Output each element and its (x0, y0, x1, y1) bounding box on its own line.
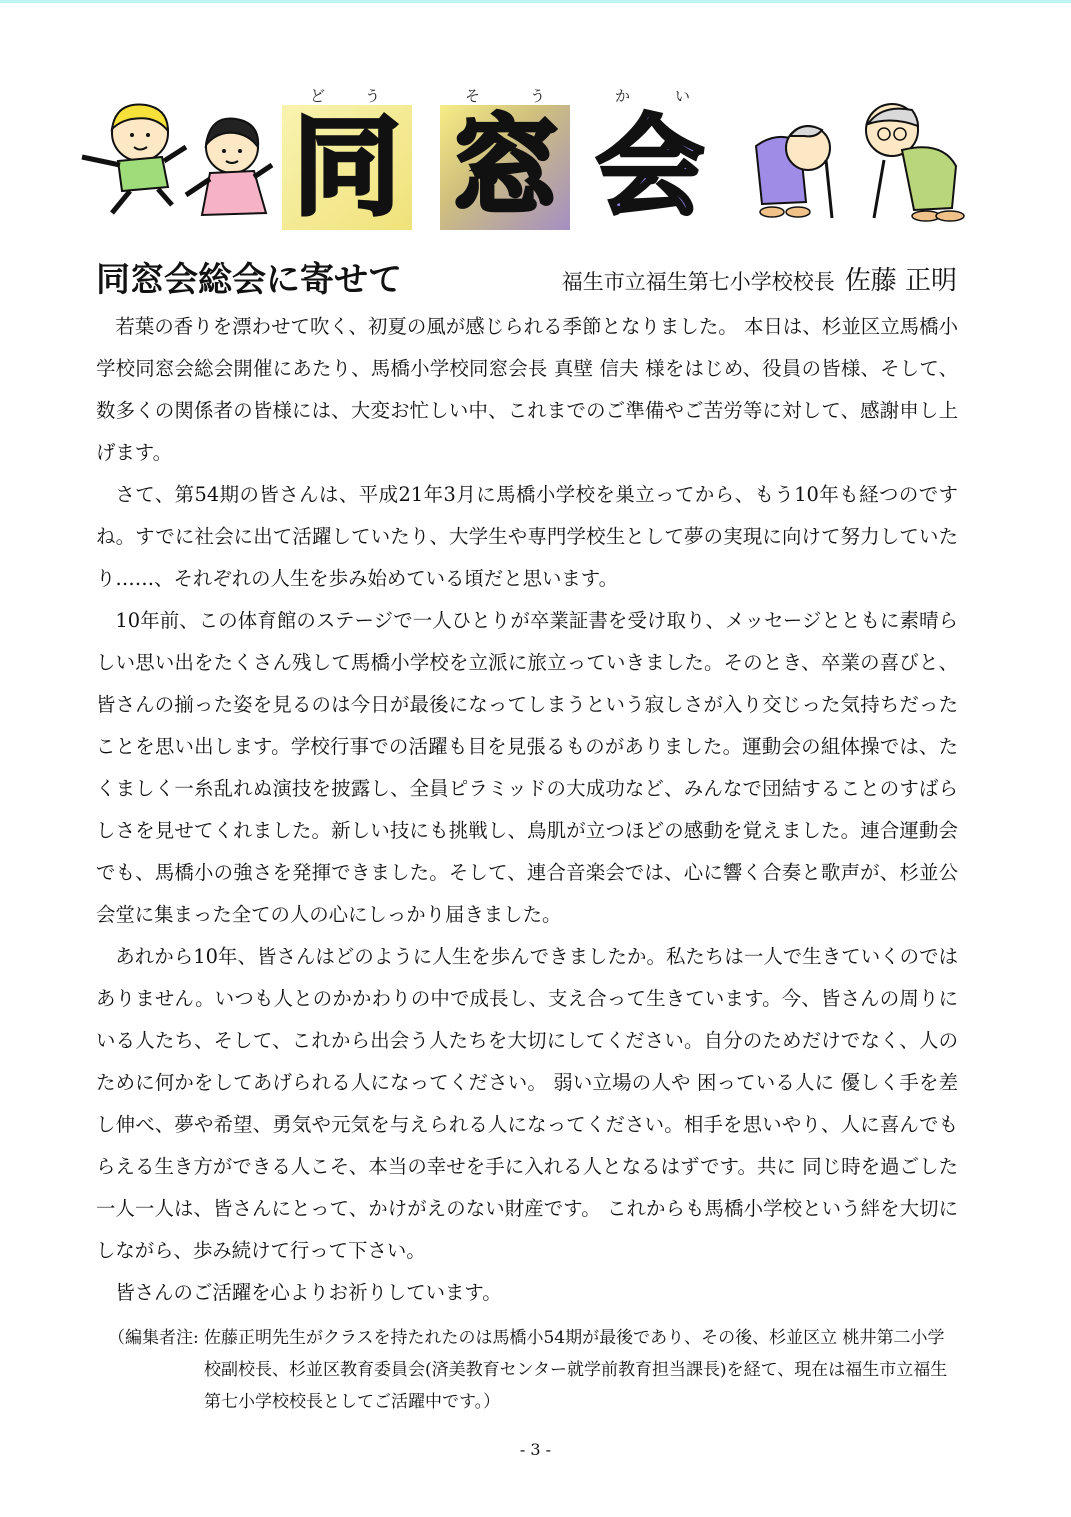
paragraph: あれから10年、皆さんはどのように人生を歩んできましたか。私たちは一人で生きていくのではありません。いつも人とのかかわりの中で成長し、支え合って生きています。今、皆さんの周りにいる人たち、そして、これから出会う人たちを大切にしてください。自分のためだけでなく、人のために何かをしてあげられる人になってください。 弱い立場の人や 困っている人に 優しく手を差し伸べ、夢や希望、勇気や元気を与えられる人になってください。相手を思いやり、人に喜んでもらえる生き方ができる人こそ、本当の幸せを手に入れる人となるはずです。共に 同じ時を過ごした一人一人は、皆さんにとって、かけがえのない財産です。 これからも馬橋小学校という絆を大切にしながら、歩み続けて行って下さい。 (96, 945, 958, 1262)
editor-note (108, 1322, 950, 1418)
paragraph: 皆さんのご活躍を心よりお祈りしています。 (115, 1281, 502, 1304)
paragraph: 10年前、この体育館のステージで一人ひとりが卒業証書を受け取り、メッセージとともに素晴らしい思い出をたくさん残して馬橋小学校を立派に旅立っていきました。そのとき、卒業の喜びと、皆さんの揃った姿を見るのは今日が最後になってしまうという寂しさが入り交じった気持ちだったことを思い出します。学校行事での活躍も目を見張るものがありました。運動会の組体操では、たくましく一糸乱れぬ演技を披露し、全員ピラミッドの大成功など、みんなで団結することのすばらしさを見せてくれました。新しい技にも挑戦し、鳥肌が立つほどの感動を覚えました。連合運動会でも、馬橋小の強さを発揮できました。そして、連合音楽会では、心に響く合奏と歌声が、杉並公会堂に集まった全ての人の心にしっかり届きました。 (96, 609, 958, 926)
page-number: - 3 - (519, 1440, 552, 1459)
ruby-ka: か (615, 87, 631, 105)
editor-note-label: （編集者注: (108, 1328, 199, 1348)
ruby-u2: う (530, 87, 546, 105)
page-title: 同窓会総会に寄せて (96, 260, 402, 300)
banner-char-sou: 窓 (440, 105, 570, 230)
top-border-line (0, 0, 1071, 3)
editor-note-text: 佐藤正明先生がクラスを持たれたのは馬橋小54期が最後であり、その後、杉並区立 桃井第二小学校副校長、杉並区教育委員会(済美教育センター就学前教育担当課長)を経て、現在は福生市立福生第七小学校校長としてご活躍中です。） (204, 1328, 948, 1412)
ruby-i: い (675, 87, 691, 105)
paragraph: 若葉の香りを漂わせて吹く、初夏の風が感じられる季節となりました。 本日は、杉並区立馬橋小学校同窓会総会開催にあたり、馬橋小学校同窓会長 真壁 信夫 様をはじめ、役員の皆様、そして、数多くの関係者の皆様には、大変お忙しい中、これまでのご準備やご苦労等に対して、感謝申し上げます。 (96, 315, 958, 464)
author-name: 佐藤 正明 (844, 266, 957, 296)
children-illustration (60, 95, 280, 225)
paragraph: さて、第54期の皆さんは、平成21年3月に馬橋小学校を巣立ってから、もう10年も経つのですね。すでに社会に出て活躍していたり、大学生や専門学校生として夢の実現に向けて努力していたり……、それぞれの人生を歩み始めている頃だと思います。 (96, 483, 958, 590)
banner-char-dou: 同 (282, 105, 412, 230)
article-body (96, 306, 958, 1314)
banner-char-kai: 会 (585, 105, 715, 230)
author-affiliation: 福生市立福生第七小学校校長 (561, 270, 835, 294)
ruby-u: う (365, 87, 381, 105)
ruby-so: そ (465, 87, 481, 105)
ruby-do: ど (310, 87, 326, 105)
elders-illustration (742, 90, 970, 230)
banner (60, 85, 970, 235)
author-line (562, 260, 957, 297)
